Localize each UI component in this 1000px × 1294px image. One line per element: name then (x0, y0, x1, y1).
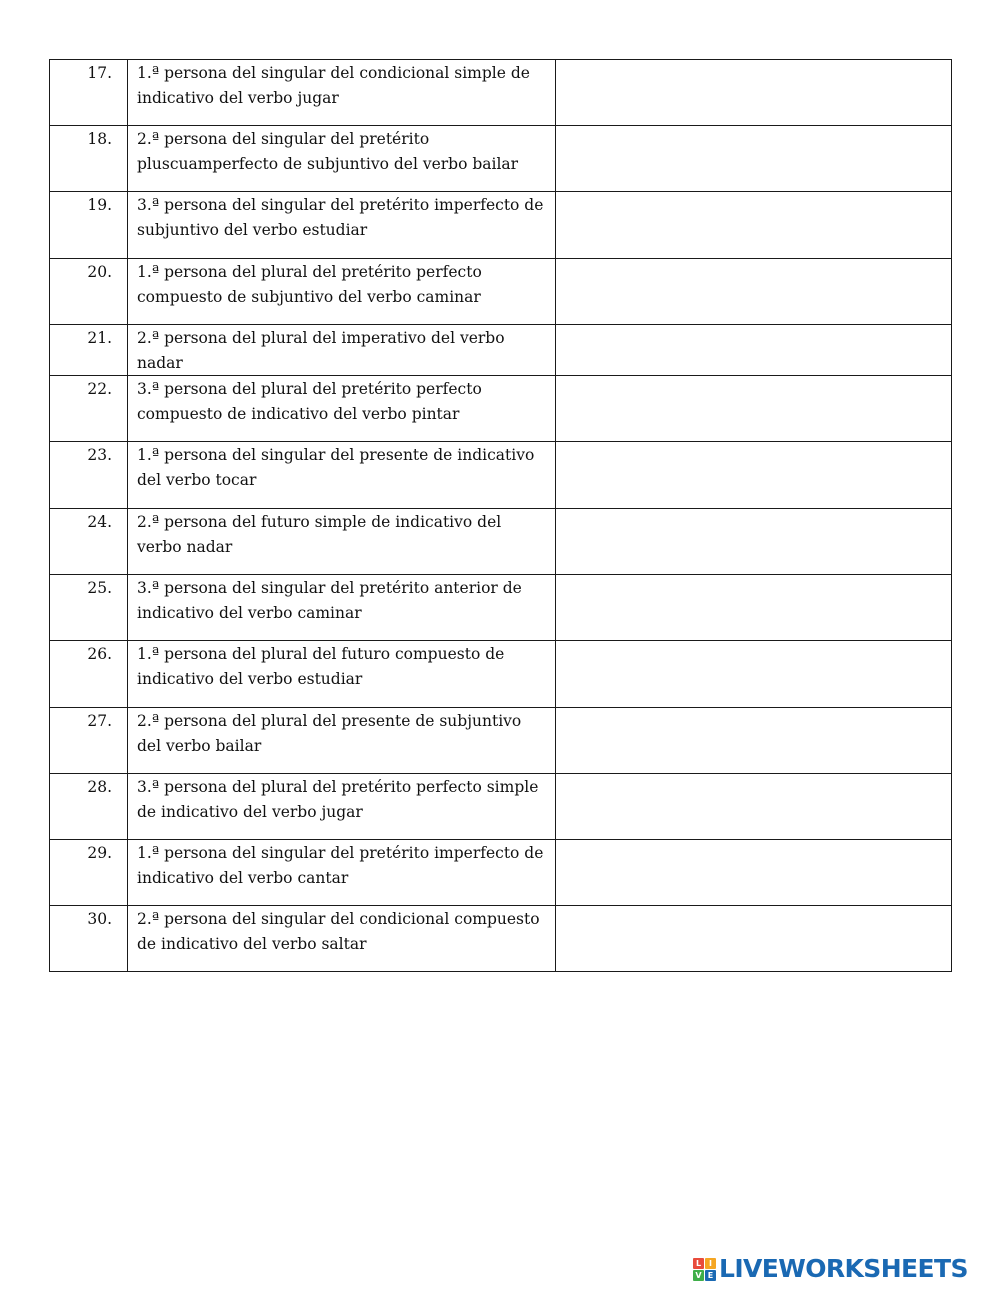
conjugation-prompt: 3.ª persona del plural del pretérito perfecto simple de indicativo del verbo jugar (128, 774, 556, 840)
table-row (50, 575, 952, 641)
row-number: 19. (50, 192, 128, 259)
table-row (50, 509, 952, 575)
conjugation-prompt: 1.ª persona del singular del pretérito imperfecto de indicativo del verbo cantar (128, 840, 556, 906)
answer-cell[interactable] (556, 774, 952, 840)
answer-cell[interactable] (556, 376, 952, 442)
answer-input[interactable] (556, 575, 951, 601)
answer-input[interactable] (556, 325, 951, 351)
table-row (50, 708, 952, 774)
row-number: 22. (50, 376, 128, 442)
table-row (50, 442, 952, 509)
conjugation-prompt: 3.ª persona del singular del pretérito imperfecto de subjuntivo del verbo estudiar (128, 192, 556, 259)
row-number: 21. (50, 325, 128, 376)
conjugation-prompt: 3.ª persona del plural del pretérito perfecto compuesto de indicativo del verbo pintar (128, 376, 556, 442)
row-number: 27. (50, 708, 128, 774)
logo-text: LIVEWORKSHEETS (719, 1254, 968, 1283)
table-row (50, 641, 952, 708)
conjugation-prompt: 2.ª persona del plural del imperativo del verbo nadar (128, 325, 556, 376)
answer-cell[interactable] (556, 509, 952, 575)
row-number: 25. (50, 575, 128, 641)
answer-cell[interactable] (556, 325, 952, 376)
conjugation-prompt: 2.ª persona del futuro simple de indicativo del verbo nadar (128, 509, 556, 575)
answer-input[interactable] (556, 60, 951, 86)
conjugation-prompt: 1.ª persona del plural del pretérito perfecto compuesto de subjuntivo del verbo caminar (128, 259, 556, 325)
answer-input[interactable] (556, 840, 951, 866)
answer-input[interactable] (556, 376, 951, 402)
conjugation-prompt: 1.ª persona del plural del futuro compuesto de indicativo del verbo estudiar (128, 641, 556, 708)
table-row (50, 840, 952, 906)
logo-mark-square: E (705, 1270, 716, 1281)
answer-cell[interactable] (556, 192, 952, 259)
answer-input[interactable] (556, 774, 951, 800)
row-number: 29. (50, 840, 128, 906)
answer-cell[interactable] (556, 840, 952, 906)
table-row (50, 259, 952, 325)
table-row (50, 325, 952, 376)
row-number: 24. (50, 509, 128, 575)
conjugation-prompt: 2.ª persona del singular del condicional compuesto de indicativo del verbo saltar (128, 906, 556, 972)
answer-input[interactable] (556, 509, 951, 535)
logo-mark-square: L (693, 1258, 704, 1269)
conjugation-prompt: 1.ª persona del singular del condicional simple de indicativo del verbo jugar (128, 60, 556, 126)
row-number: 23. (50, 442, 128, 509)
answer-cell[interactable] (556, 575, 952, 641)
table-row (50, 192, 952, 259)
row-number: 26. (50, 641, 128, 708)
answer-cell[interactable] (556, 126, 952, 192)
row-number: 17. (50, 60, 128, 126)
liveworksheets-logo-icon (693, 1258, 716, 1281)
answer-input[interactable] (556, 259, 951, 285)
answer-cell[interactable] (556, 906, 952, 972)
table-row (50, 126, 952, 192)
row-number: 28. (50, 774, 128, 840)
conjugation-table (49, 59, 952, 972)
conjugation-prompt: 2.ª persona del singular del pretérito pluscuamperfecto de subjuntivo del verbo bailar (128, 126, 556, 192)
answer-input[interactable] (556, 708, 951, 734)
conjugation-prompt: 1.ª persona del singular del presente de indicativo del verbo tocar (128, 442, 556, 509)
row-number: 20. (50, 259, 128, 325)
table-row (50, 376, 952, 442)
answer-input[interactable] (556, 126, 951, 152)
answer-cell[interactable] (556, 259, 952, 325)
table-row (50, 60, 952, 126)
table-row (50, 774, 952, 840)
table-row (50, 906, 952, 972)
answer-input[interactable] (556, 192, 951, 218)
liveworksheets-logo (693, 1256, 968, 1282)
answer-input[interactable] (556, 442, 951, 468)
logo-mark-square: I (705, 1258, 716, 1269)
row-number: 30. (50, 906, 128, 972)
answer-input[interactable] (556, 641, 951, 667)
answer-cell[interactable] (556, 442, 952, 509)
conjugation-prompt: 3.ª persona del singular del pretérito anterior de indicativo del verbo caminar (128, 575, 556, 641)
conjugation-prompt: 2.ª persona del plural del presente de subjuntivo del verbo bailar (128, 708, 556, 774)
logo-mark-square: V (693, 1270, 704, 1281)
answer-cell[interactable] (556, 641, 952, 708)
row-number: 18. (50, 126, 128, 192)
answer-cell[interactable] (556, 60, 952, 126)
answer-input[interactable] (556, 906, 951, 932)
answer-cell[interactable] (556, 708, 952, 774)
